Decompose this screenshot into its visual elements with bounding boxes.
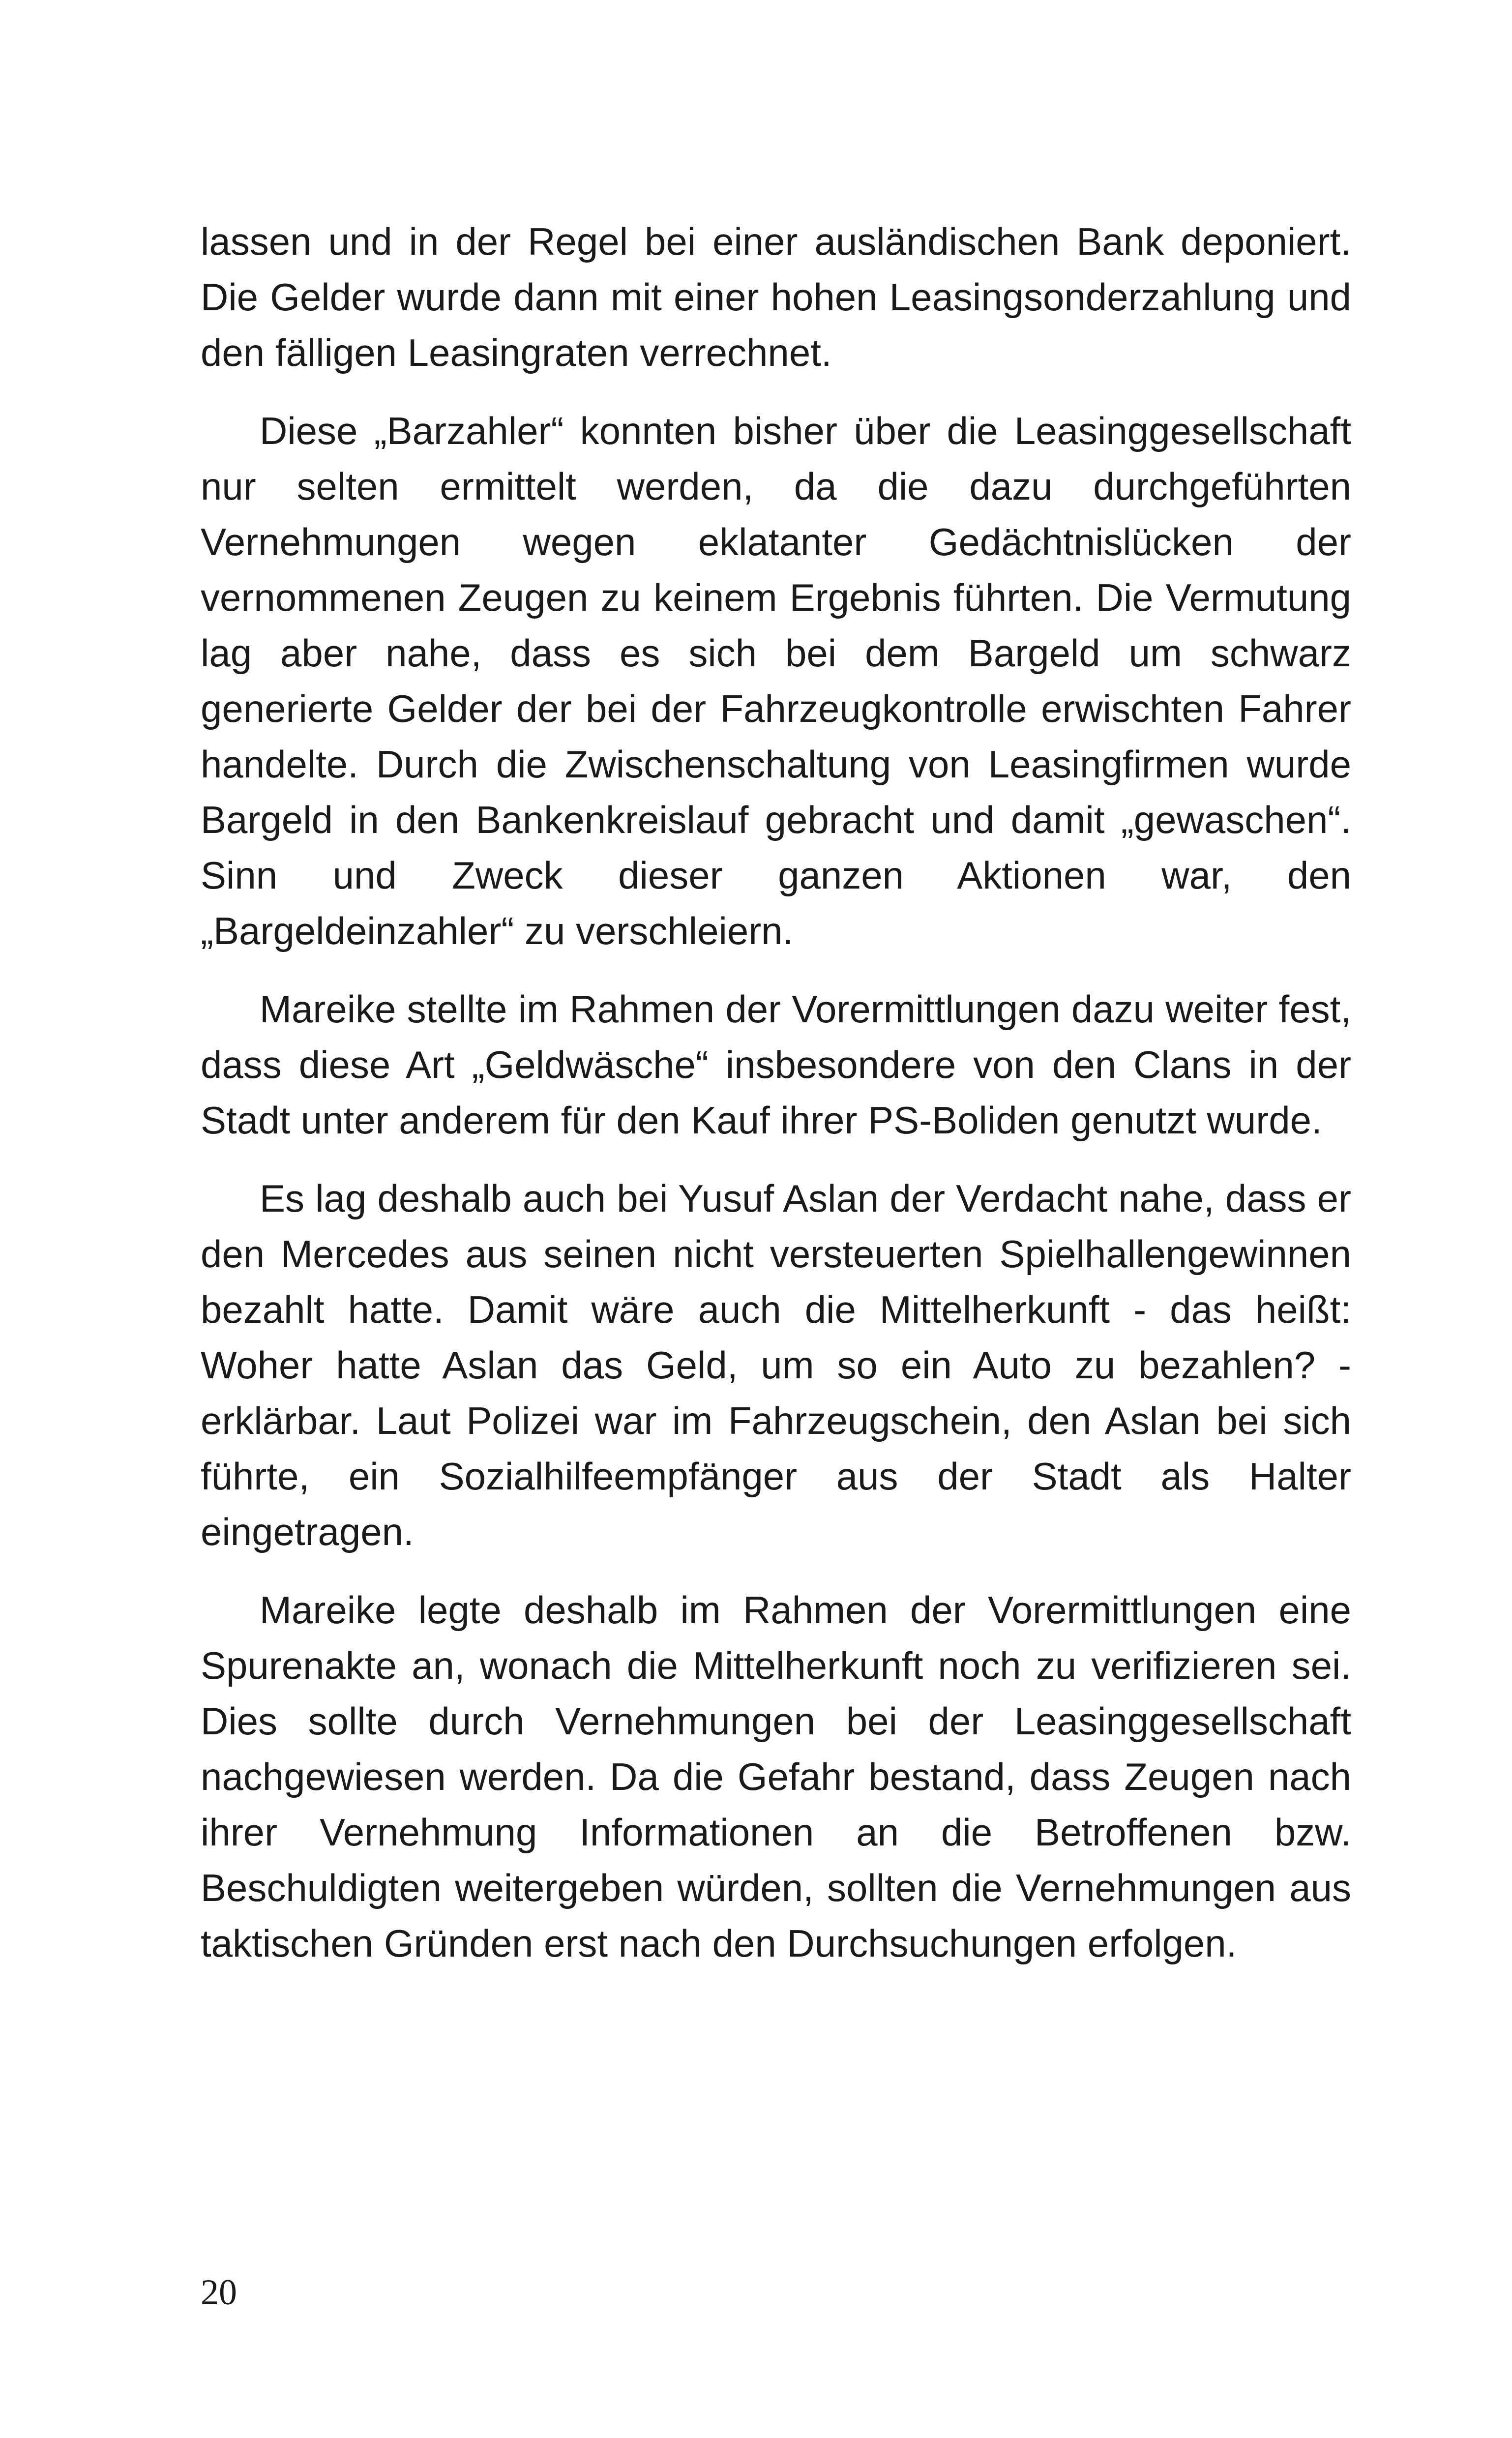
body-text	[201, 214, 1351, 1994]
paragraph-2: Diese „Barzahler“ konnten bisher über die Leasinggesellschaft nur selten ermittelt werden, da die dazu durchgeführten Vernehmungen wegen eklatanter Gedächtnislücken der vernommenen Zeugen zu keinem Ergebnis führten. Die Vermutung lag aber nahe, dass es sich bei dem Bargeld um schwarz generierte Gelder der bei der Fahrzeugkontrolle erwischten Fahrer handelte. Durch die Zwischenschaltung von Leasingfirmen wurde Bargeld in den Bankenkreislauf gebracht und damit „gewaschen“. Sinn und Zweck dieser ganzen Aktionen war, den „Bargeldeinzahler“ zu verschleiern.	[201, 409, 1351, 952]
page-number: 20	[201, 2272, 237, 2313]
paragraph-4: Es lag deshalb auch bei Yusuf Aslan der Verdacht nahe, dass er den Mercedes aus seinen nicht versteuerten Spielhallengewinnen bezahlt hatte. Damit wäre auch die Mittelherkunft - das heißt: Woher hatte Aslan das Geld, um so ein Auto zu bezahlen? - erklärbar. Laut Polizei war im Fahrzeugschein, den Aslan bei sich führte, ein Sozialhilfeempfänger aus der Stadt als Halter eingetragen.	[201, 1177, 1351, 1553]
paragraph-1: lassen und in der Regel bei einer ausländischen Bank deponiert. Die Gelder wurde dann mit einer hohen Leasingsonderzahlung und den fälligen Leasingraten verrechnet.	[201, 220, 1351, 374]
paragraph-3: Mareike stellte im Rahmen der Vorermittlungen dazu weiter fest, dass diese Art „Geldwäsche“ insbesondere von den Clans in der Stadt unter anderem für den Kauf ihrer PS-Boliden genutzt wurde.	[201, 987, 1351, 1142]
paragraph-5: Mareike legte deshalb im Rahmen der Vorermittlungen eine Spurenakte an, wonach die Mittelherkunft noch zu verifizieren sei. Dies sollte durch Vernehmungen bei der Leasinggesellschaft nachgewiesen werden. Da die Gefahr bestand, dass Zeugen nach ihrer Vernehmung Informationen an die Betroffenen bzw. Beschuldigten weitergeben würden, sollten die Vernehmungen aus taktischen Gründen erst nach den Durchsuchungen erfolgen.	[201, 1588, 1351, 1965]
